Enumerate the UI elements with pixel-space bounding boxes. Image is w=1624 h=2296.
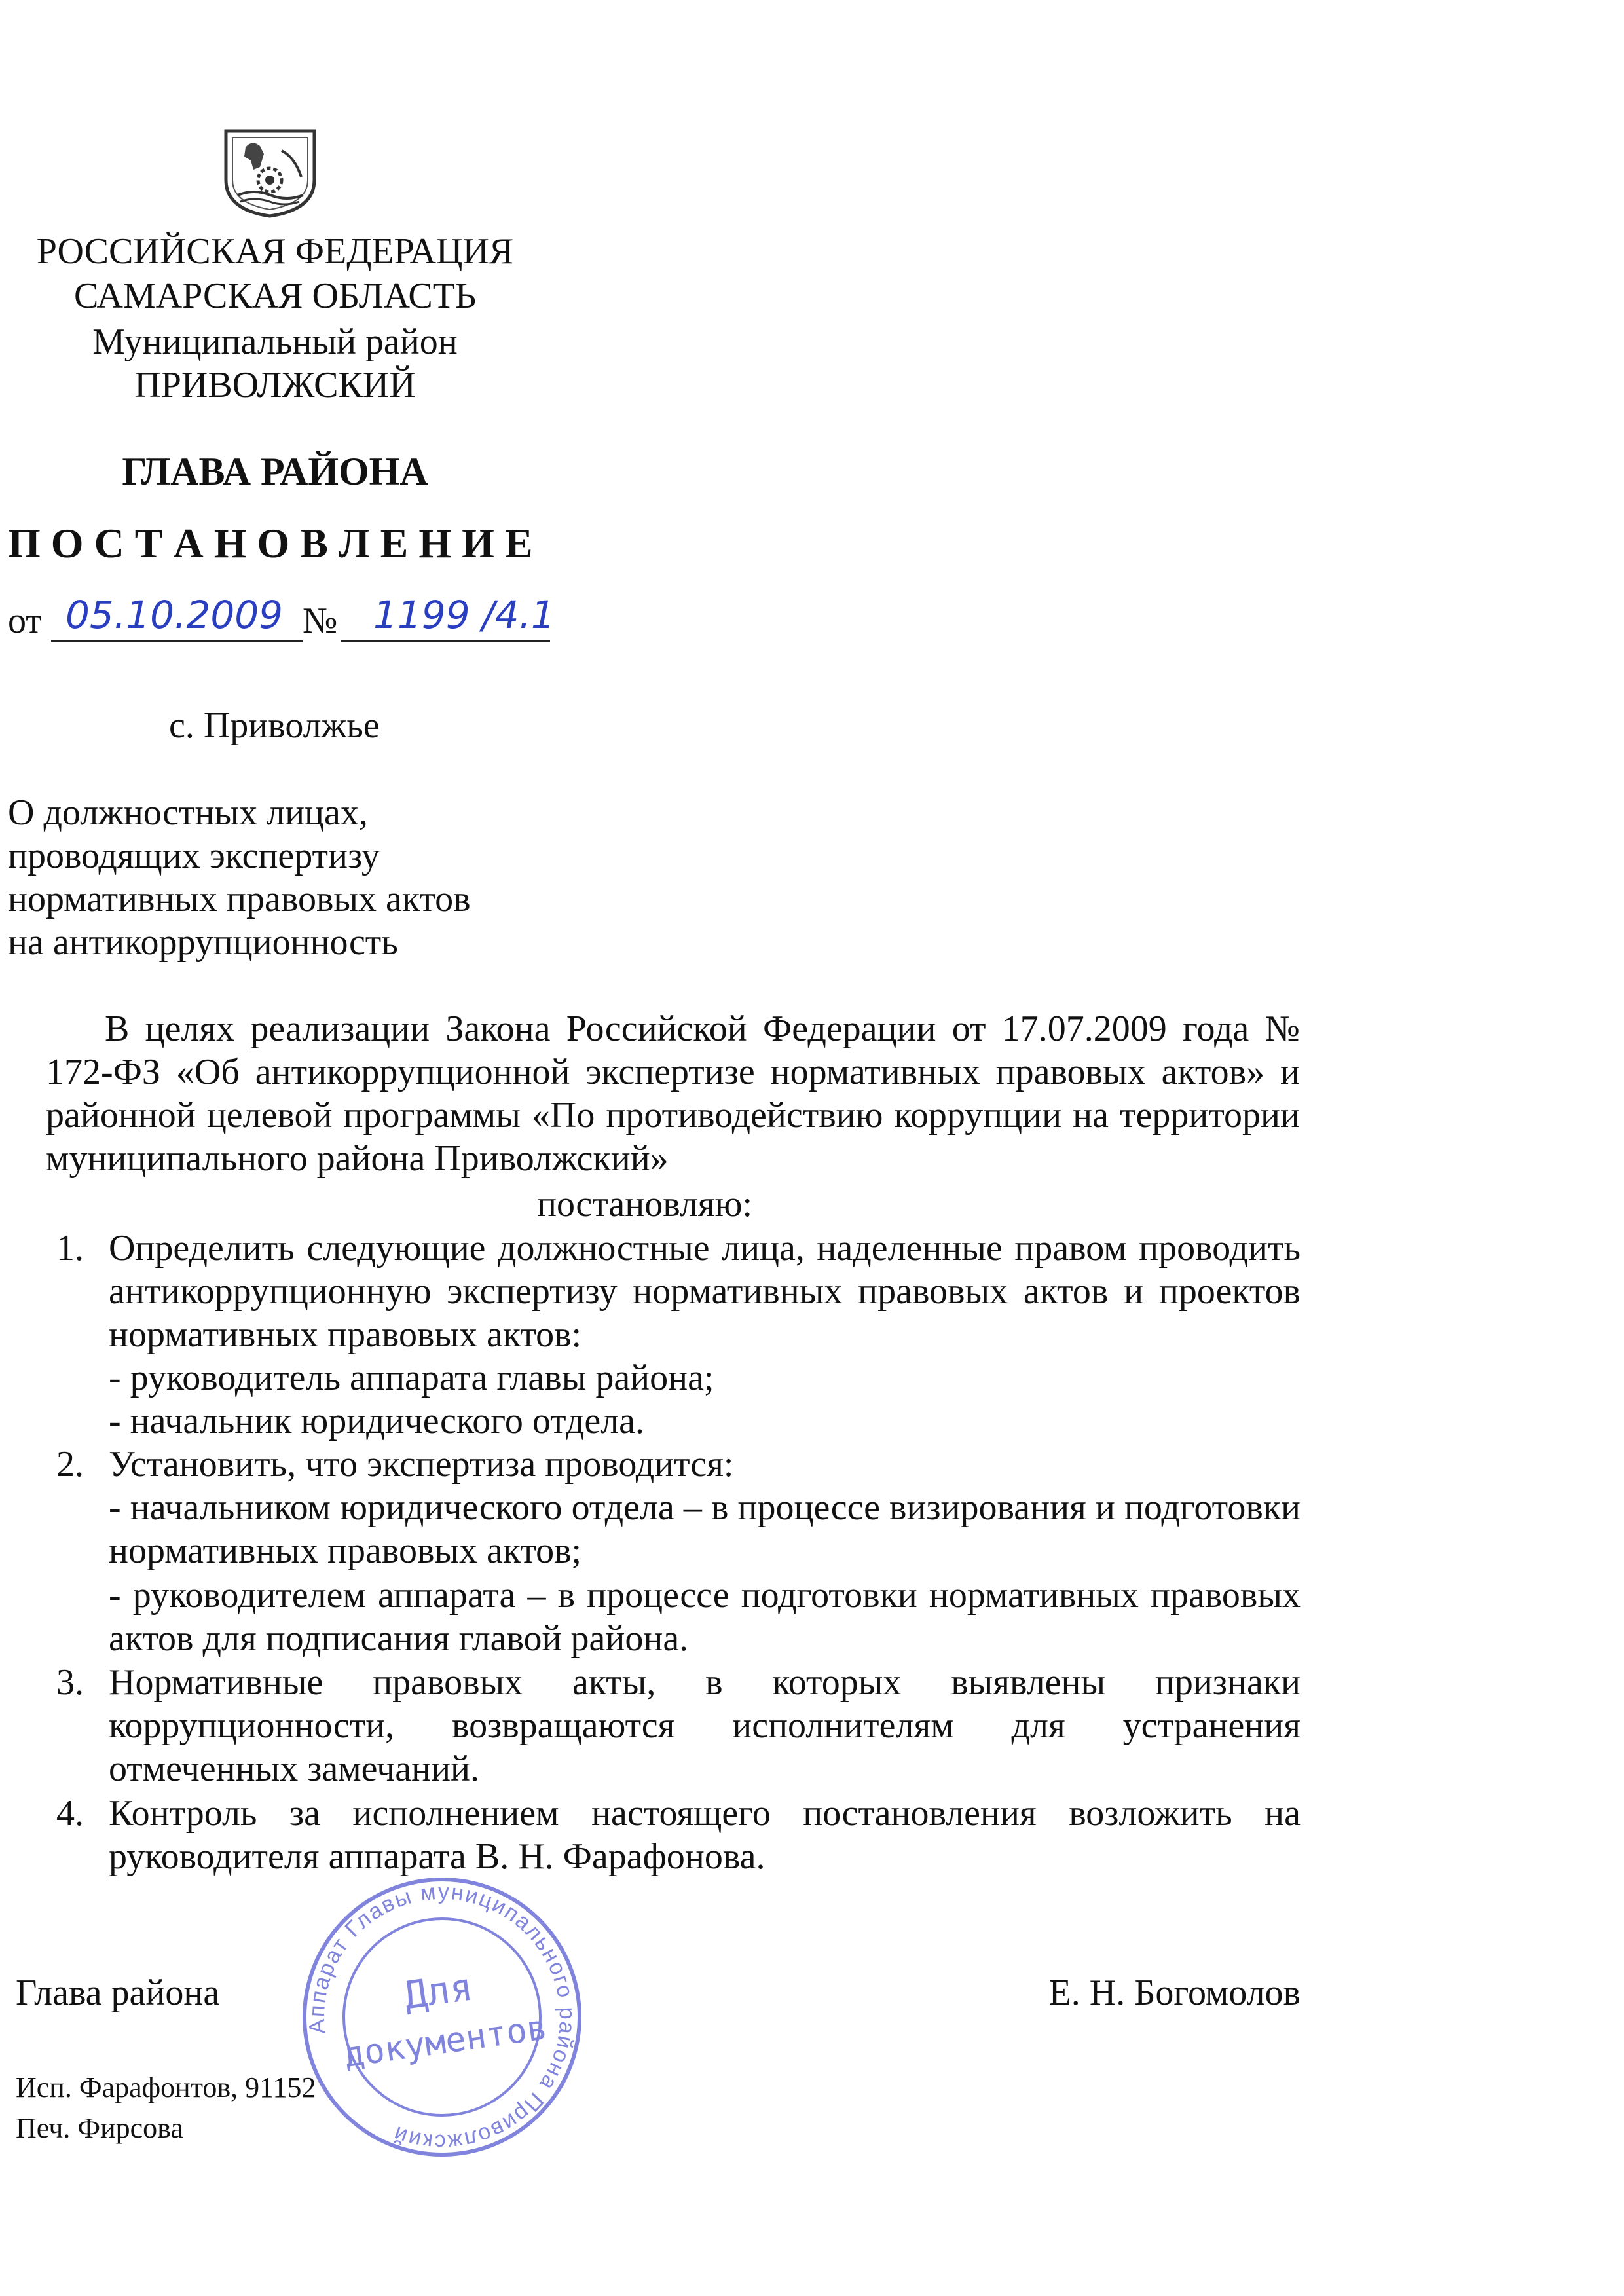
region-name: САМАРСКАЯ ОБЛАСТЬ: [73, 276, 477, 316]
stamp-inner-line-1: Для: [401, 1964, 476, 2018]
svg-text:Аппарат Главы муниципального р: [288, 1873, 596, 2161]
subject-line-3: нормативных правовых актов: [8, 879, 471, 919]
item-4-text: Контроль за исполнением настоящего постановления возложить на руководителя аппарата В. Н. Фарафонова.: [109, 1793, 1301, 1877]
printed-by-line: Печ. Фирсова: [16, 2112, 183, 2144]
item-1-text: Определить следующие должностные лица, наделенные правом проводить антикоррупционную экспертизу нормативных правовых актов и проектов нормативных правовых актов:: [109, 1228, 1301, 1355]
district-name: ПРИВОЛЖСКИЙ: [134, 365, 416, 405]
stamp-inner-line-2: документов: [341, 2008, 550, 2076]
coat-of-arms-icon: [219, 124, 321, 219]
district-type: Муниципальный район: [92, 322, 458, 362]
item-2-text: Установить, что экспертиза проводится:: [109, 1444, 734, 1485]
item-1-sub-1: - руководитель аппарата главы района;: [109, 1358, 714, 1398]
date-handwritten: 05.10.2009: [65, 593, 284, 637]
item-2-number: 2.: [56, 1444, 84, 1485]
place-name: с. Приволжье: [169, 705, 380, 746]
item-1-sub-2: - начальник юридического отдела.: [109, 1401, 644, 1441]
item-1-number: 1.: [56, 1228, 84, 1268]
preamble: В целях реализации Закона Российской Федерации от 17.07.2009 года № 172-ФЗ «Об антикоррупционной экспертизе нормативных правовых актов» и районной целевой программы «По противодействию коррупции на территории муниципального района Приволжский»: [46, 1009, 1300, 1179]
signature-position: Глава района: [16, 1972, 220, 2013]
authority-title: ГЛАВА РАЙОНА: [122, 450, 428, 493]
subject-line-1: О должностных лицах,: [8, 792, 368, 833]
date-prefix: от: [8, 601, 42, 641]
number-prefix: №: [303, 601, 338, 641]
signature-name: Е. Н. Богомолов: [1048, 1972, 1301, 2013]
stamp-ring-text: Аппарат Главы муниципального района Приволжский: [304, 1879, 580, 2155]
executor-line: Исп. Фарафонтов, 91152: [16, 2071, 316, 2103]
item-3-text: Нормативные правовых акты, в которых выявлены признаки коррупционности, возвращаются исполнителям для устранения отмеченных замечаний.: [109, 1662, 1301, 1789]
subject-line-2: проводящих экспертизу: [8, 836, 380, 876]
item-3-number: 3.: [56, 1662, 84, 1703]
item-2-sub-1: - начальником юридического отдела – в процессе визирования и подготовки нормативных правовых актов;: [109, 1487, 1301, 1571]
item-4-number: 4.: [56, 1793, 84, 1834]
official-stamp: [288, 1873, 596, 2161]
decree-word: постановляю:: [537, 1184, 752, 1225]
number-handwritten: 1199 /4.1: [373, 593, 555, 637]
document-type: П О С Т А Н О В Л Е Н И Е: [8, 520, 533, 566]
item-2-sub-2: - руководителем аппарата – в процессе подготовки нормативных правовых актов для подписания главой района.: [109, 1575, 1301, 1659]
subject-line-4: на антикоррупционность: [8, 922, 398, 963]
country-name: РОССИЙСКАЯ ФЕДЕРАЦИЯ: [36, 231, 514, 272]
